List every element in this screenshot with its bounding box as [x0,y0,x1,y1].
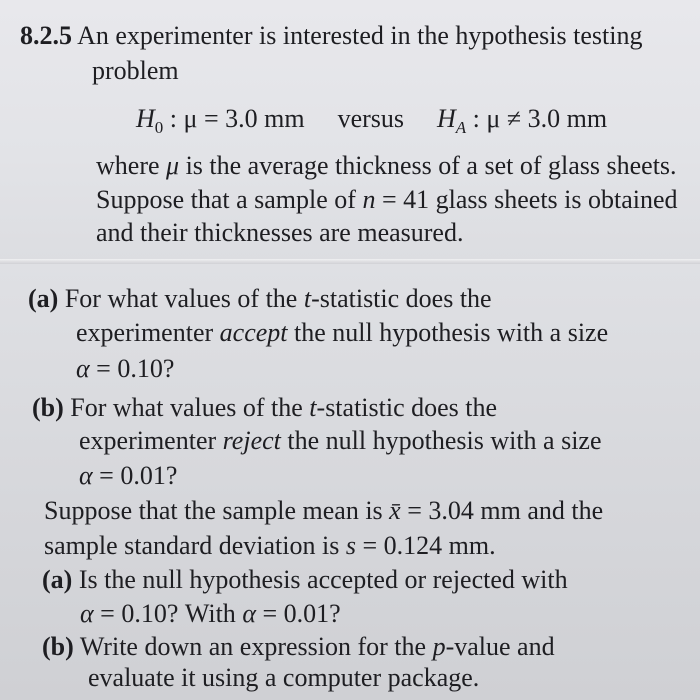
s-symbol: s [345,531,356,560]
hypotheses-line [136,103,607,138]
ha-symbol: H [437,104,456,133]
part2-b-line-2 [88,662,479,694]
sample-text-a: Suppose that a sample of [96,185,363,214]
h0-subscript: 0 [154,118,164,137]
alpha-symbol: α [76,354,90,383]
part2-intro-c: sample standard deviation is [44,531,346,560]
where-text-a: where [96,151,167,180]
part2-b-line-1 [42,631,555,663]
sample-text-b: = 41 glass sheets is obtained [375,185,678,214]
part2-a-text-3: = 0.01? [255,599,341,628]
part1-b-line-2 [79,425,602,457]
part1-a-label: (a) [28,284,59,313]
sample-line-2 [96,217,463,249]
h0-statement: : μ = 3.0 mm [163,104,305,133]
part1-a-text-3b: the null hypothesis with a size [287,318,609,347]
part1-a-text-2: -statistic does the [311,284,492,313]
part2-b-text-3: evaluate it using a computer package. [88,663,480,692]
part1-b-text-2: -statistic does the [316,393,498,422]
part1-b-line-3 [79,460,177,492]
part2-intro-a: Suppose that the sample mean is [44,496,390,525]
n-symbol: n [362,185,376,214]
alpha-symbol: α [79,461,93,490]
ha-subscript: A [455,118,467,137]
sample-text-c: and their thicknesses are measured. [96,218,464,247]
part1-a-text-3a: experimenter [76,318,220,347]
part2-intro-line-2 [44,530,496,562]
part1-a-text-4: = 0.10? [89,354,175,383]
part2-b-label: (b) [42,632,74,661]
problem-intro-text: An experimenter is interested in the hypothesis testing [77,21,643,50]
accept-word: accept [219,318,288,347]
part1-b-label: (b) [32,393,64,422]
problem-line-2 [92,55,179,87]
sample-line [96,184,678,216]
part1-b-text-4: = 0.01? [92,461,178,490]
part2-a-line-1 [42,564,568,596]
part2-a-label: (a) [42,565,73,594]
t-symbol: t [303,284,312,313]
part2-b-text-2: -value and [445,632,555,661]
part1-b-text-3b: the null hypothesis with a size [280,426,602,455]
part2-intro-b: = 3.04 mm and the [400,496,604,525]
part1-a-line-1 [28,283,492,315]
part2-a-text-2: = 0.10? With [93,599,243,628]
problem-number: 8.2.5 [20,21,72,50]
where-line [96,150,677,182]
p-symbol: p [432,632,446,661]
h0-symbol: H [136,104,155,133]
part2-intro-d: = 0.124 mm. [355,531,496,560]
part2-a-line-2 [80,598,341,630]
part2-b-text-1: Write down an expression for the [79,632,433,661]
ha-statement: : μ ≠ 3.0 mm [466,104,608,133]
part1-b-line-1 [32,392,497,424]
xbar-symbol: x̄ [389,496,401,525]
part2-intro-line-1 [44,495,603,527]
part1-a-text-1: For what values of the [64,284,304,313]
part1-b-text-1: For what values of the [70,393,310,422]
part2-a-text-1: Is the null hypothesis accepted or rejected with [78,565,568,594]
problem-line-1 [20,20,642,52]
part1-a-line-3 [76,353,174,385]
mu-symbol: μ [166,151,180,180]
problem-intro-text-2: problem [92,56,179,85]
part1-b-text-3a: experimenter [79,426,223,455]
crop-seam [0,259,700,264]
alpha-symbol: α [80,599,94,628]
reject-word: reject [222,426,281,455]
versus-word: versus [337,104,404,133]
alpha-symbol: α [242,599,256,628]
where-text-b: is the average thickness of a set of glass sheets. [179,151,677,180]
t-symbol: t [309,393,317,422]
part1-a-line-2 [76,317,608,349]
